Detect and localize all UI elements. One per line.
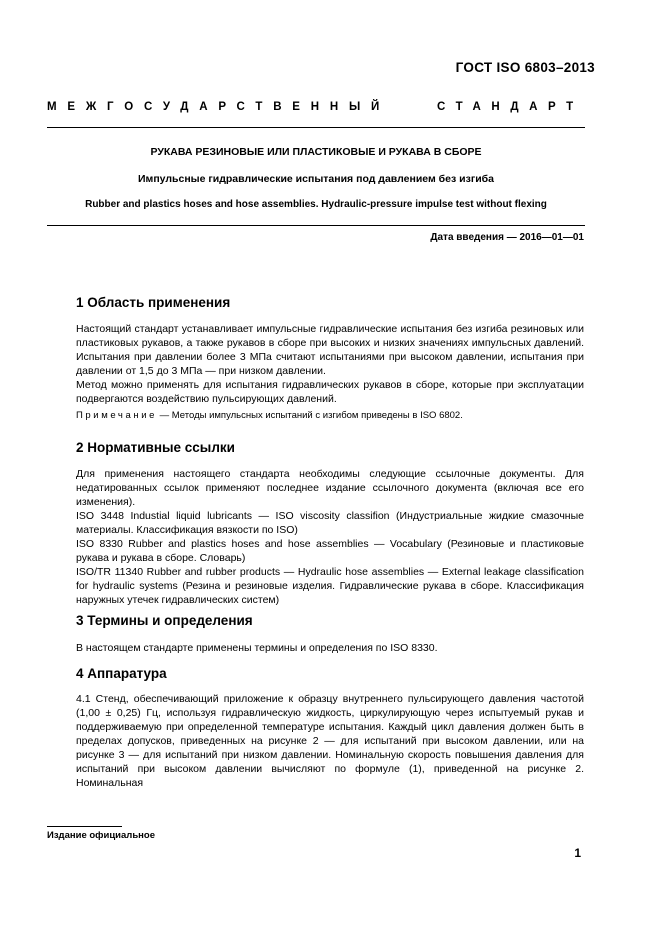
section-4-paragraph-1: 4.1 Стенд, обеспечивающий приложение к образцу внутреннего пульсирующего давления частотой (1,00 ± 0,25) Гц, используя гидравлическую жидкость, циркулирующую через испытуемый рукав и поддерживаемую при определенной температуре испытания. Каждый цикл давления должен быть в пределах допусков, приведенных на рисунке 2 — для испытаний при высоком давлении, или на рисунке 3 — для испытаний при низком давлении. Номинальную скорость повышения давления для испытаний при высоком давлении вычисляют по формуле (1), приведенной на рисунке 2. Номинальная [76, 693, 584, 789]
interstate-standard-banner [47, 101, 584, 113]
section-1-note [76, 409, 584, 422]
page-number: 1 [574, 846, 581, 860]
section-4-body [76, 692, 584, 790]
section-2-body [76, 467, 584, 607]
section-3-heading: 3 Термины и определения [76, 613, 253, 628]
standard-word: СТАНДАРТ [437, 101, 584, 113]
section-3-body [76, 641, 584, 655]
document-title-en: Rubber and plastics hoses and hose assemblies. Hydraulic-pressure impulse test without flexing [85, 199, 547, 210]
section-1-heading: 1 Область применения [76, 295, 231, 310]
normative-reference: ISO 8330 Rubber and plastics hoses and hose assemblies — Vocabulary (Резиновые и пластиковые рукава и рукава в сборе. Словарь) [76, 538, 584, 564]
section-1-paragraph-1: Настоящий стандарт устанавливает импульсные гидравлические испытания без изгиба резиновых или пластиковых рукавов, а также рукавов в сборе при высоких и низких значениях импульсных давлений. Испытания при давлении более 3 МПа считают испытаниями при высоком давлении, испытания при давлении от 1,5 до 3 МПа — при низком давлении. [76, 323, 584, 377]
section-3-paragraph-1: В настоящем стандарте применены термины и определения по ISO 8330. [76, 642, 438, 654]
section-2-paragraph-1: Для применения настоящего стандарта необходимы следующие ссылочные документы. Для недатированных ссылок применяют последнее издание ссылочного документа (включая все его изменения). [76, 468, 584, 508]
section-4-heading: 4 Аппаратура [76, 666, 167, 681]
section-1-body [76, 322, 584, 406]
document-subtitle-ru: Импульсные гидравлические испытания под давлением без изгиба [138, 173, 494, 185]
document-title-ru: РУКАВА РЕЗИНОВЫЕ ИЛИ ПЛАСТИКОВЫЕ И РУКАВА В СБОРЕ [150, 146, 482, 158]
footer-divider [47, 826, 122, 827]
top-divider [47, 127, 585, 128]
introduction-date: Дата введения — 2016—01—01 [430, 232, 584, 243]
note-label: Примечание [76, 410, 157, 421]
section-2-heading: 2 Нормативные ссылки [76, 440, 235, 455]
normative-reference: ISO 3448 Industial liquid lubricants — ISO viscosity classifion (Индустриальные жидкие смазочные материалы. Классификация вязкости по ISO) [76, 510, 584, 536]
standard-code: ГОСТ ISO 6803–2013 [455, 60, 595, 75]
title-divider [47, 225, 585, 226]
note-text: — Методы импульсных испытаний с изгибом приведены в ISO 6802. [157, 410, 463, 421]
official-edition-label: Издание официальное [47, 830, 155, 841]
interstate-word: МЕЖГОСУДАРСТВЕННЫЙ [47, 101, 391, 113]
normative-reference: ISO/TR 11340 Rubber and rubber products — Hydraulic hose assemblies — External leakage classification for hydraulic systems (Резина и резиновые изделия. Гидравлические рукава в сборе. Классификация наружных утечек гидравлических систем) [76, 566, 584, 606]
section-1-paragraph-2: Метод можно применять для испытания гидравлических рукавов в сборе, которые при эксплуатации подвергаются воздействию пульсирующих давлений. [76, 379, 584, 405]
